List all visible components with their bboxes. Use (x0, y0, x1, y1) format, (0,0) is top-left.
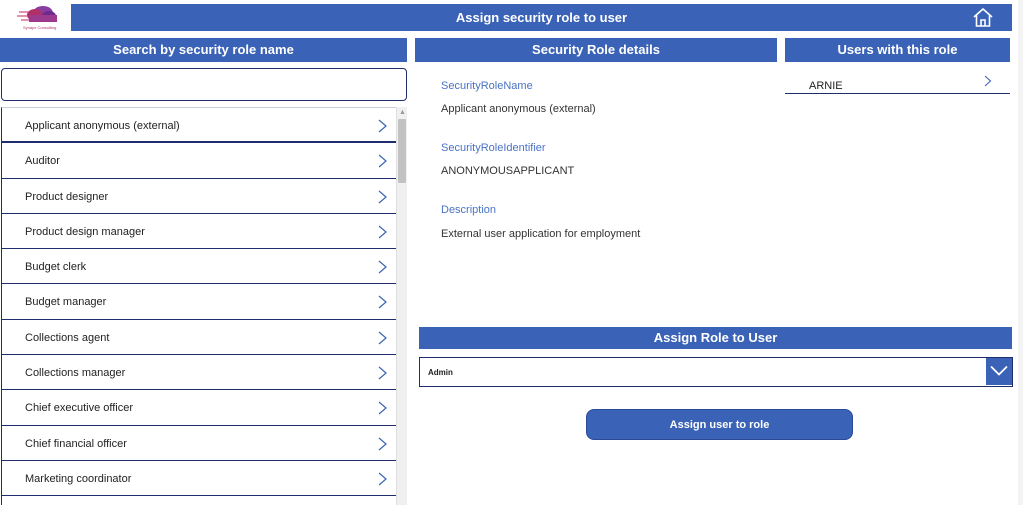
role-description-label: Description (441, 204, 497, 216)
role-list-item[interactable] (2, 284, 396, 319)
role-name-label: SecurityRoleName (441, 80, 533, 92)
role-list-item[interactable] (2, 426, 396, 461)
role-list-item[interactable] (2, 108, 396, 143)
user-dropdown-value: Admin (428, 368, 453, 377)
user-list-item[interactable] (785, 72, 1010, 94)
role-list-item-label: Budget manager (25, 296, 107, 309)
role-identifier-value: ANONYMOUSAPPLICANT (441, 165, 575, 177)
role-list-item[interactable] (2, 390, 396, 425)
role-list-item[interactable] (2, 355, 396, 390)
role-description-value: External user application for employment (441, 228, 641, 240)
chevron-right-icon (378, 401, 388, 415)
chevron-right-icon (378, 119, 388, 133)
role-list-item[interactable] (2, 461, 396, 496)
assign-section-header: Assign Role to User (419, 327, 1012, 349)
role-list-item-label: Chief financial officer (25, 437, 127, 450)
home-icon[interactable] (971, 6, 995, 28)
dropdown-toggle[interactable] (986, 358, 1012, 385)
chevron-right-icon (378, 190, 388, 204)
chevron-right-icon (378, 225, 388, 239)
users-section-header: Users with this role (785, 38, 1010, 62)
role-list-item[interactable] (2, 214, 396, 249)
role-list-item[interactable] (2, 320, 396, 355)
chevron-down-icon (990, 365, 1008, 377)
role-list-item-label: Applicant anonymous (external) (25, 120, 180, 132)
role-identifier-label: SecurityRoleIdentifier (441, 142, 546, 154)
role-list-item-label: Marketing coordinator (25, 472, 132, 485)
role-list-item[interactable] (2, 143, 396, 178)
role-list (1, 107, 396, 505)
chevron-right-icon (378, 366, 388, 380)
role-search-input[interactable] (1, 68, 407, 101)
search-section-header: Search by security role name (0, 38, 407, 62)
company-logo (5, 3, 70, 31)
role-list-item[interactable] (2, 179, 396, 214)
chevron-right-icon (378, 295, 388, 309)
role-list-scrollbar[interactable] (396, 107, 407, 505)
user-name: ARNIE (809, 80, 843, 92)
chevron-right-icon (378, 154, 388, 168)
role-list-item-label: Product designer (25, 190, 109, 203)
app-header (71, 4, 1012, 31)
scroll-thumb[interactable] (398, 119, 406, 183)
chevron-right-icon (984, 74, 992, 86)
role-list-item[interactable] (2, 249, 396, 284)
scroll-up-icon[interactable]: ▲ (399, 109, 406, 116)
chevron-right-icon (378, 437, 388, 451)
chevron-right-icon (378, 472, 388, 486)
role-name-value: Applicant anonymous (external) (441, 103, 596, 115)
details-section-header: Security Role details (415, 38, 777, 62)
role-list-item-label: Auditor (25, 155, 60, 168)
role-list-item-label: Collections agent (25, 331, 110, 344)
chevron-right-icon (378, 260, 388, 274)
window-edge (1018, 0, 1023, 505)
role-list-item-label: Collections manager (25, 367, 126, 380)
chevron-right-icon (378, 331, 388, 345)
user-dropdown[interactable] (419, 357, 1013, 387)
role-list-item-label: Product design manager (25, 225, 145, 238)
logo-text: Synapx Consulting (23, 25, 57, 30)
role-list-item-label: Budget clerk (25, 261, 87, 274)
role-list-item-label: Chief executive officer (25, 402, 134, 415)
assign-user-button[interactable]: Assign user to role (587, 410, 852, 439)
page-title: Assign security role to user (455, 10, 628, 25)
